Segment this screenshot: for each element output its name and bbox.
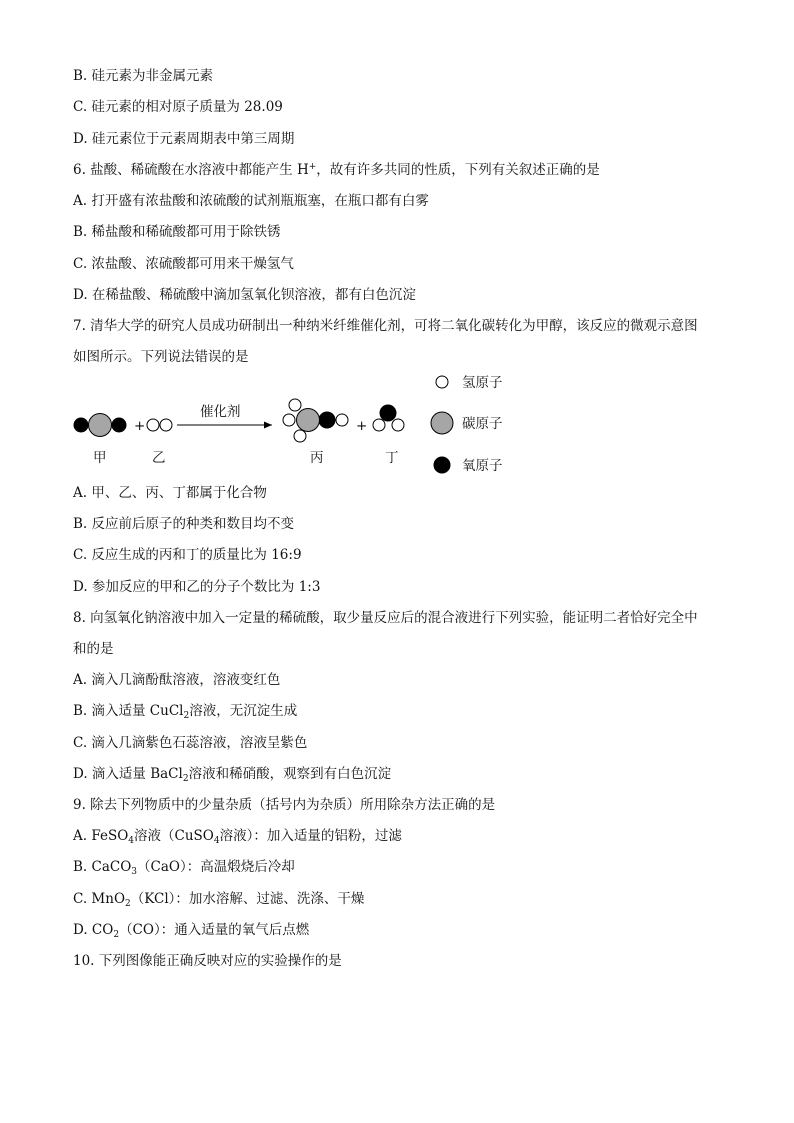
legend-oxygen-label: 氧原子	[462, 458, 503, 474]
q9-option-a: A. FeSO$_4$溶液（CuSO$_4$溶液）：加入适量的铝粉，过滤	[73, 828, 402, 846]
legend-carbon-label: 碳原子	[462, 416, 503, 432]
q8-option-a: A. 滴入几滴酚酞溶液，溶液变红色	[73, 672, 281, 688]
label-bing: 丙	[310, 450, 324, 466]
molecule-yi	[147, 419, 172, 431]
q5-option-b: B. 硅元素为非金属元素	[73, 68, 214, 84]
q9-option-c: C. MnO$_2$（KCl）：加水溶解、过滤、洗涤、干燥	[73, 891, 365, 909]
legend	[431, 375, 503, 474]
q9-stem: 9. 除去下列物质中的少量杂质（括号内为杂质）所用除杂方法正确的是	[73, 797, 496, 813]
label-ding: 丁	[385, 450, 399, 466]
catalyst-label: 催化剂	[200, 404, 241, 420]
q7-option-a: A. 甲、乙、丙、丁都属于化合物	[73, 485, 267, 501]
legend-oxygen-icon	[434, 457, 450, 473]
q7-option-c: C. 反应生成的丙和丁的质量比为 16:9	[73, 547, 302, 563]
plus-sign-2: +	[356, 418, 368, 434]
q7-option-b: B. 反应前后原子的种类和数目均不变	[73, 516, 295, 532]
q6-stem: 6. 盐酸、稀硫酸在水溶液中都能产生 H+，故有许多共同的性质，下列有关叙述正确的是	[73, 162, 600, 178]
legend-carbon-icon	[431, 412, 453, 434]
plus-sign-1: +	[134, 418, 146, 434]
q7-stem-line1: 7. 清华大学的研究人员成功研制出一种纳米纤维催化剂，可将二氧化碳转化为甲醇，该反应的微观示意图	[73, 318, 698, 334]
molecule-bing	[283, 399, 348, 442]
legend-hydrogen-icon	[436, 376, 448, 388]
reaction-arrow	[177, 422, 272, 429]
q8-option-d: D. 滴入适量 BaCl$_2$溶液和稀硝酸，观察到有白色沉淀	[73, 766, 392, 784]
molecule-ding	[373, 405, 404, 431]
molecule-jia	[74, 414, 126, 437]
legend-hydrogen-label: 氢原子	[462, 375, 503, 391]
q5-option-d: D. 硅元素位于元素周期表中第三周期	[73, 131, 295, 147]
q8-option-b: B. 滴入适量 CuCl$_2$溶液，无沉淀生成	[73, 703, 298, 721]
q9-option-b: B. CaCO$_3$（CaO）：高温煅烧后冷却	[73, 859, 295, 877]
q6-option-d: D. 在稀盐酸、稀硫酸中滴加氢氧化钡溶液，都有白色沉淀	[73, 287, 416, 303]
label-jia: 甲	[93, 450, 107, 466]
q9-option-d: D. $CO_2(CO)$：通入适量的氧气后点燃	[73, 922, 310, 940]
q6-option-a: A. 打开盛有浓盐酸和浓硫酸的试剂瓶瓶塞，在瓶口都有白雾	[73, 193, 429, 209]
q8-option-c: C. 滴入几滴紫色石蕊溶液，溶液呈紫色	[73, 735, 308, 751]
q6-option-b: B. 稀盐酸和稀硫酸都可用于除铁锈	[73, 224, 281, 240]
q7-option-d: D. 参加反应的甲和乙的分子个数比为 1:3	[73, 579, 321, 595]
q7-stem-line2: 如图所示。下列说法错误的是	[73, 349, 249, 365]
label-yi: 乙	[152, 450, 166, 466]
q8-stem-line2: 和的是	[73, 641, 114, 657]
q10-stem: 10. 下列图像能正确反映对应的实验操作的是	[73, 953, 342, 969]
q8-stem-line1: 8. 向氢氧化钠溶液中加入一定量的稀硫酸，取少量反应后的混合液进行下列实验，能证明二者恰好完全中	[73, 610, 698, 626]
q6-option-c: C. 浓盐酸、浓硫酸都可用来干燥氢气	[73, 256, 294, 272]
q5-option-c: C. 硅元素的相对原子质量为 28.09	[73, 99, 283, 115]
